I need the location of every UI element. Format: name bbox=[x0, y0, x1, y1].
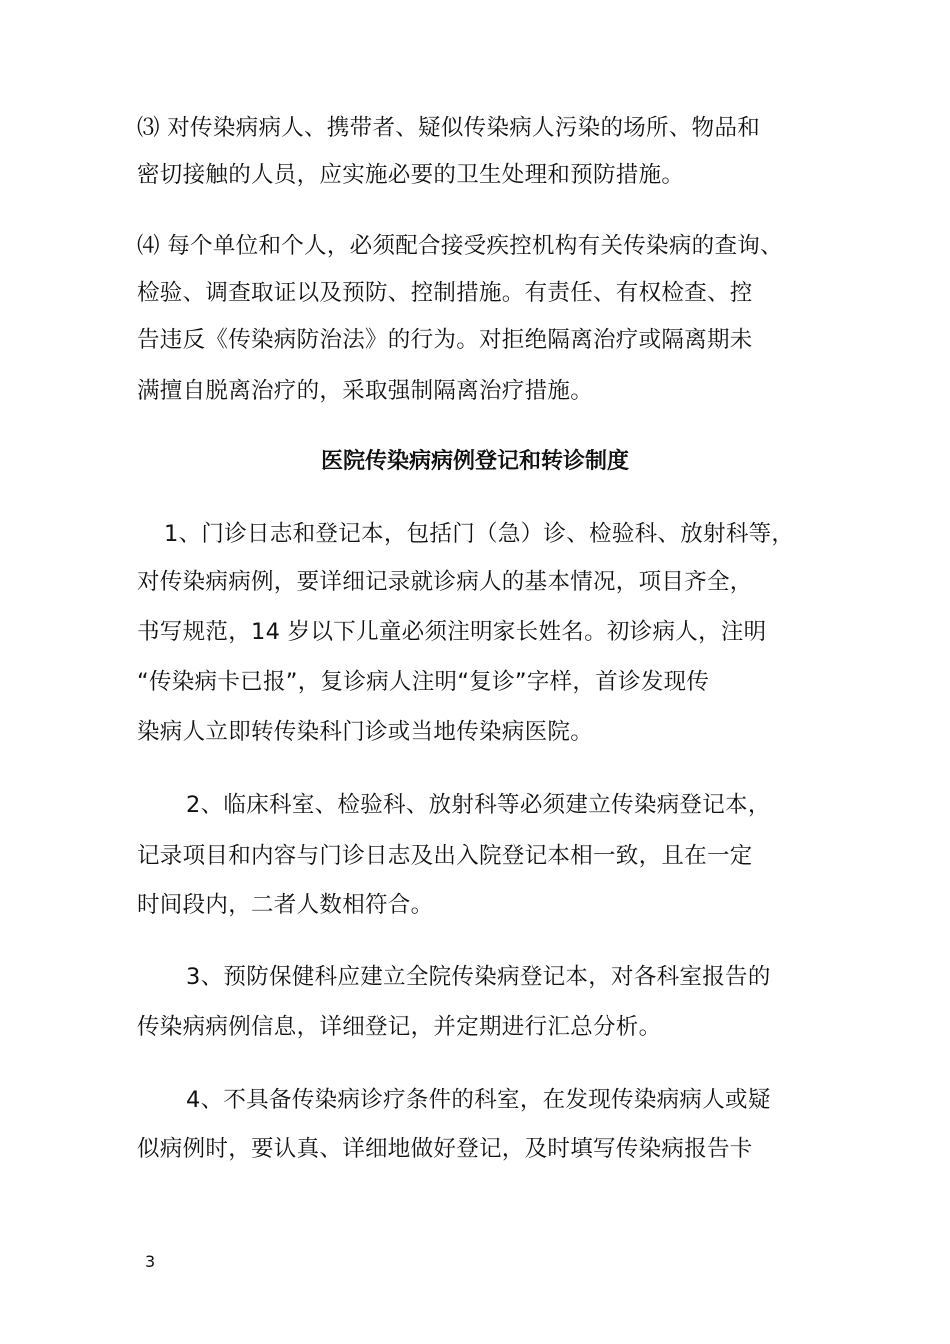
item-1-line-5: 染病人立即转传染科门诊或当地传染病医院。 bbox=[137, 719, 594, 745]
section-title: 医院传染病病例登记和转诊制度 bbox=[320, 449, 629, 474]
item-1-line-1: 1、门诊日志和登记本，包括门（急）诊、检验科、放射科等， bbox=[164, 521, 795, 547]
item-2-line-1: 2、临床科室、检验科、放射科等必须建立传染病登记本， bbox=[186, 792, 771, 818]
item-2-line-2: 记录项目和内容与门诊日志及出入院登记本相一致，且在一定 bbox=[137, 843, 753, 869]
item-1-line-4: “传染病卡已报”，复诊病人注明“复诊”字样，首诊发现传 bbox=[137, 669, 710, 695]
paragraph-4-line-3: 告违反《传染病防治法》的行为。对拒绝隔离治疗或隔离期未 bbox=[137, 327, 753, 353]
item-4-line-2: 似病例时，要认真、详细地做好登记，及时填写传染病报告卡 bbox=[137, 1136, 753, 1162]
item-3-line-1: 3、预防保健科应建立全院传染病登记本，对各科室报告的 bbox=[186, 964, 771, 990]
item-3-line-2: 传染病病例信息，详细登记，并定期进行汇总分析。 bbox=[137, 1014, 662, 1040]
item-1-line-2: 对传染病病例，要详细记录就诊病人的基本情况，项目齐全， bbox=[137, 569, 753, 595]
item-1-line-3: 书写规范，14 岁以下儿童必须注明家长姓名。初诊病人，注明 bbox=[137, 619, 767, 645]
item-4-line-1: 4、不具备传染病诊疗条件的科室，在发现传染病病人或疑 bbox=[186, 1087, 771, 1113]
paragraph-4-line-2: 检验、调查取证以及预防、控制措施。有责任、有权检查、控 bbox=[137, 280, 753, 306]
page-number: 3 bbox=[145, 1252, 156, 1271]
item-2-line-3: 时间段内，二者人数相符合。 bbox=[137, 892, 434, 918]
paragraph-3-line-1: ⑶ 对传染病病人、携带者、疑似传染病人污染的场所、物品和 bbox=[137, 115, 761, 141]
paragraph-4-line-4: 满擅自脱离治疗的，采取强制隔离治疗措施。 bbox=[137, 378, 594, 404]
paragraph-3-line-2: 密切接触的人员，应实施必要的卫生处理和预防措施。 bbox=[137, 162, 685, 188]
paragraph-4-line-1: ⑷ 每个单位和个人，必须配合接受疾控机构有关传染病的查询、 bbox=[137, 233, 783, 259]
